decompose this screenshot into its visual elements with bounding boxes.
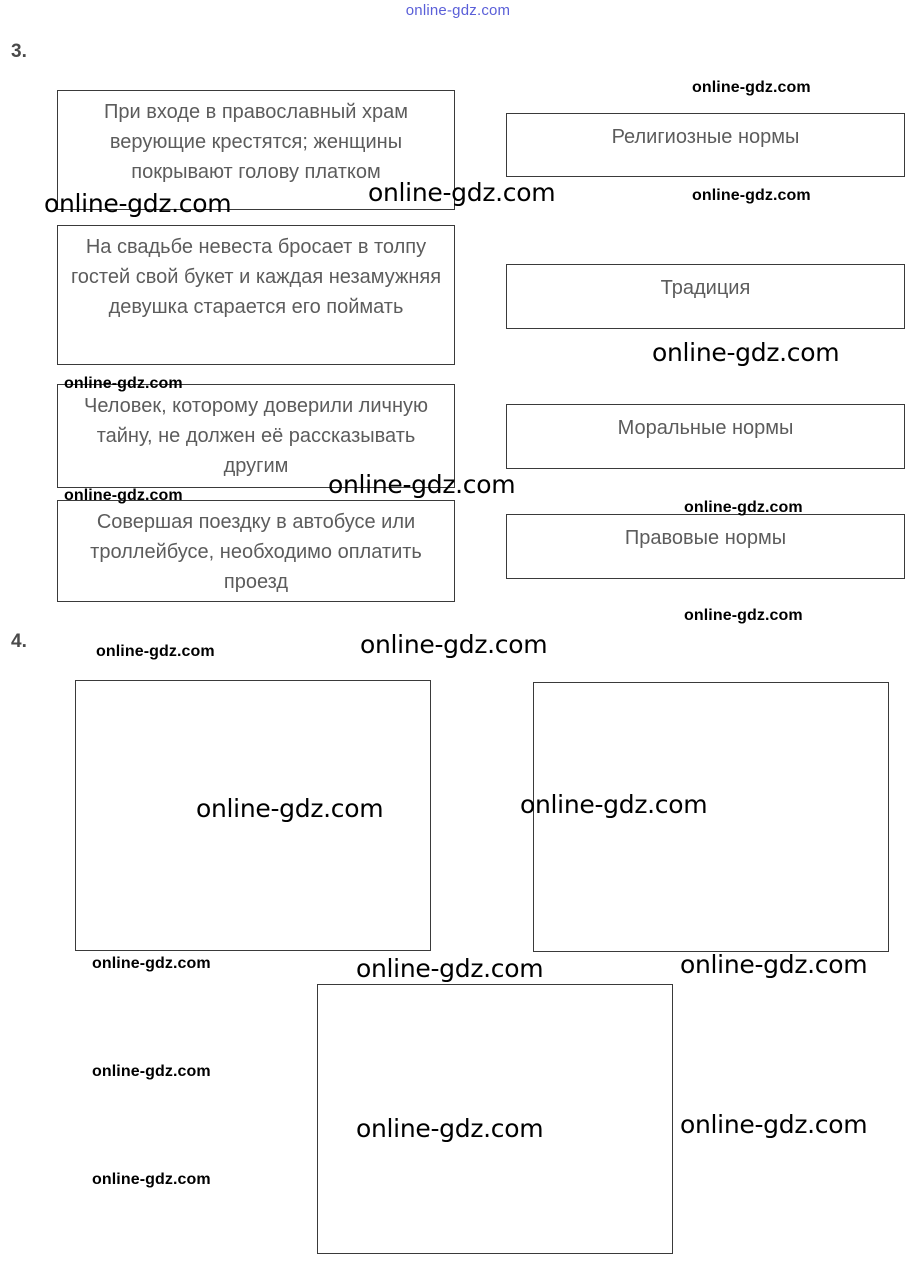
watermark: online-gdz.com xyxy=(368,178,556,207)
watermark: online-gdz.com xyxy=(356,954,544,983)
watermark: online-gdz.com xyxy=(64,375,183,392)
watermark: online-gdz.com xyxy=(684,607,803,624)
watermark: online-gdz.com xyxy=(92,955,211,972)
statement-text-2: На свадьбе невеста бросает в толпу гостей свой букет и каждая незамужняя девушка старается его поймать xyxy=(70,236,442,318)
watermark: online-gdz.com xyxy=(680,950,868,979)
watermark: online-gdz.com xyxy=(360,630,548,659)
header-watermark: online-gdz.com xyxy=(405,2,511,19)
watermark: online-gdz.com xyxy=(44,189,232,218)
task-3-number: 3. xyxy=(11,41,27,62)
watermark: online-gdz.com xyxy=(692,79,811,96)
norm-card-tradition[interactable] xyxy=(506,264,905,329)
watermark: online-gdz.com xyxy=(356,1114,544,1143)
watermark: online-gdz.com xyxy=(96,643,215,660)
watermark: online-gdz.com xyxy=(196,794,384,823)
norm-card-moral[interactable] xyxy=(506,404,905,469)
norm-card-religious[interactable] xyxy=(506,113,905,177)
statement-card-2[interactable] xyxy=(57,225,455,365)
watermark: online-gdz.com xyxy=(652,338,840,367)
norm-card-legal[interactable] xyxy=(506,514,905,579)
norm-label-religious: Религиозные нормы xyxy=(611,126,800,148)
watermark: online-gdz.com xyxy=(92,1063,211,1080)
watermark: online-gdz.com xyxy=(684,499,803,516)
task-4-number: 4. xyxy=(11,631,27,652)
statement-text-4: Совершая поездку в автобусе или троллейбусе, необходимо оплатить проезд xyxy=(90,511,422,593)
watermark: online-gdz.com xyxy=(692,187,811,204)
norm-label-moral: Моральные нормы xyxy=(617,417,794,439)
statement-text-1: При входе в православный храм верующие крестятся; женщины покрывают голову платком xyxy=(103,101,408,183)
watermark: online-gdz.com xyxy=(92,1171,211,1188)
watermark: online-gdz.com xyxy=(520,790,708,819)
norm-label-tradition: Традиция xyxy=(660,277,751,299)
watermark: online-gdz.com xyxy=(328,470,516,499)
statement-card-4[interactable] xyxy=(57,500,455,602)
statement-text-3: Человек, которому доверили личную тайну, не должен её рассказывать другим xyxy=(83,395,428,477)
norm-label-legal: Правовые нормы xyxy=(624,527,787,549)
watermark: online-gdz.com xyxy=(680,1110,868,1139)
watermark: online-gdz.com xyxy=(64,487,183,504)
